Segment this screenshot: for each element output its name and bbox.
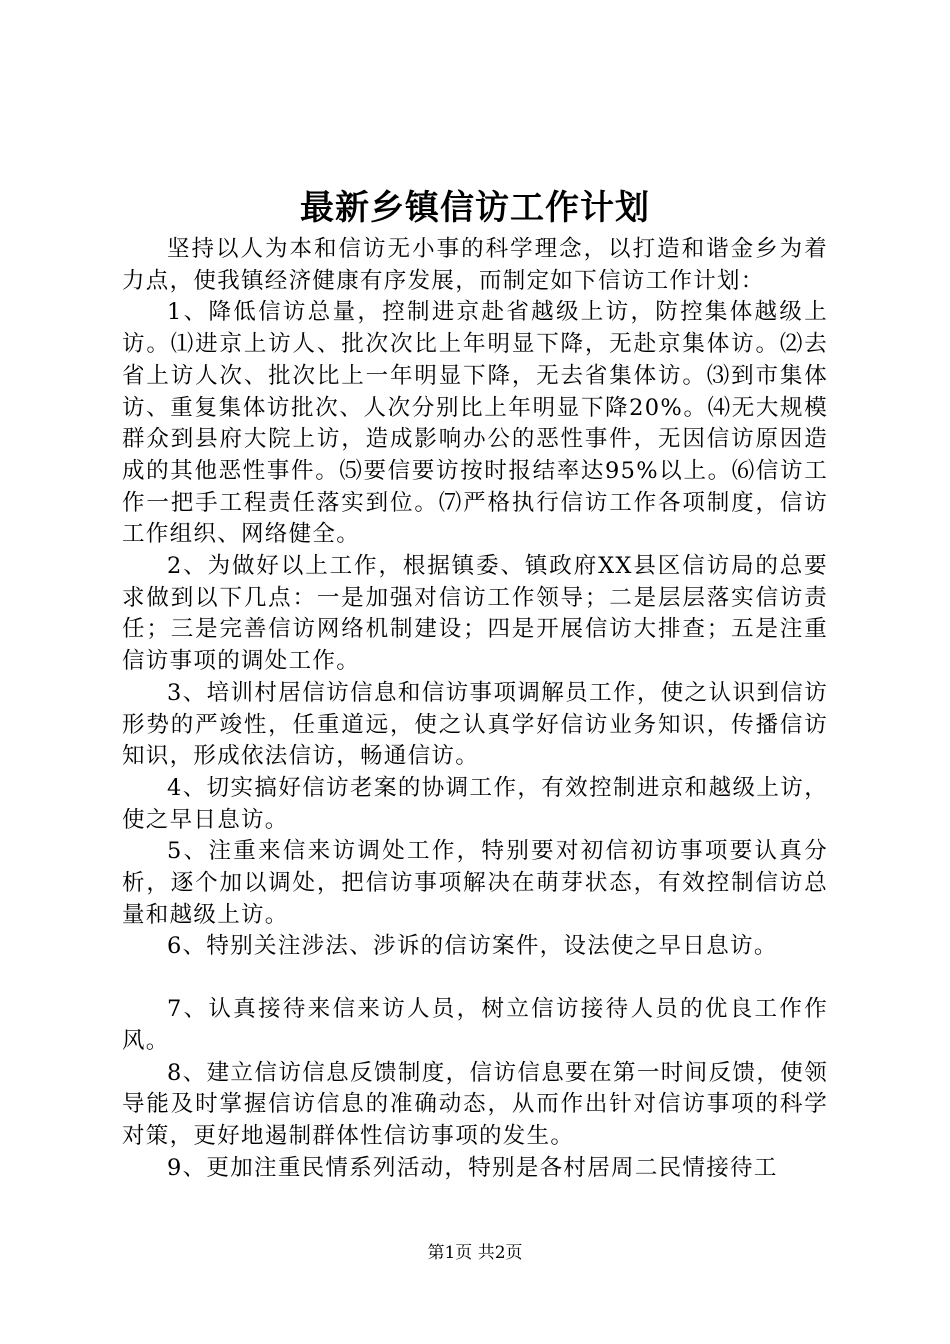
paragraph-item-8: 8、建立信访信息反馈制度，信访信息要在第一时间反馈，使领导能及时掌握信访信息的准确动态，从而作出针对信访事项的科学对策，更好地遏制群体性信访事项的发生。 xyxy=(122,1059,828,1149)
paragraph-item-5: 5、注重来信来访调处工作，特别要对初信初访事项要认真分析，逐个加以调处，把信访事项解决在萌芽状态，有效控制信访总量和越级上访。 xyxy=(122,838,828,928)
paragraph-item-1: 1、降低信访总量，控制进京赴省越级上访，防控集体越级上访。⑴进京上访人、批次次比上年明显下降，无赴京集体访。⑵去省上访人次、批次比上一年明显下降，无去省集体访。⑶到市集体访、重复集体访批次、人次分别比上年明显下降20%。⑷无大规模群众到县府大院上访，造成影响办公的恶性事件，无因信访原因造成的其他恶性事件。⑸要信要访按时报结率达95%以上。⑹信访工作一把手工程责任落实到位。⑺严格执行信访工作各项制度，信访工作组织、网络健全。 xyxy=(122,299,828,548)
paragraph-item-2: 2、为做好以上工作，根据镇委、镇政府XX县区信访局的总要求做到以下几点：一是加强对信访工作领导；二是层层落实信访责任；三是完善信访网络机制建设；四是开展信访大排查；五是注重信访事项的调处工作。 xyxy=(122,553,828,675)
paragraph-item-6: 6、特别关注涉法、涉诉的信访案件，设法使之早日息访。 xyxy=(167,933,778,960)
paragraph-item-7: 7、认真接待来信来访人员，树立信访接待人员的优良工作作风。 xyxy=(122,996,828,1054)
page-footer: 第1页 共2页 xyxy=(427,1243,523,1263)
paragraph-item-9: 9、更加注重民情系列活动，特别是各村居周二民情接待工 xyxy=(167,1154,778,1181)
paragraph-item-3: 3、培训村居信访信息和信访事项调解员工作，使之认识到信访形势的严竣性，任重道远，使之认真学好信访业务知识，传播信访知识，形成依法信访，畅通信访。 xyxy=(122,679,828,770)
paragraph-intro: 坚持以人为本和信访无小事的科学理念，以打造和谐金乡为着力点，使我镇经济健康有序发展，而制定如下信访工作计划： xyxy=(122,236,828,294)
paragraph-item-4: 4、切实搞好信访老案的协调工作，有效控制进京和越级上访，使之早日息访。 xyxy=(122,774,828,833)
document-body xyxy=(122,234,828,1184)
document-title: 最新乡镇信访工作计划 xyxy=(300,188,650,228)
